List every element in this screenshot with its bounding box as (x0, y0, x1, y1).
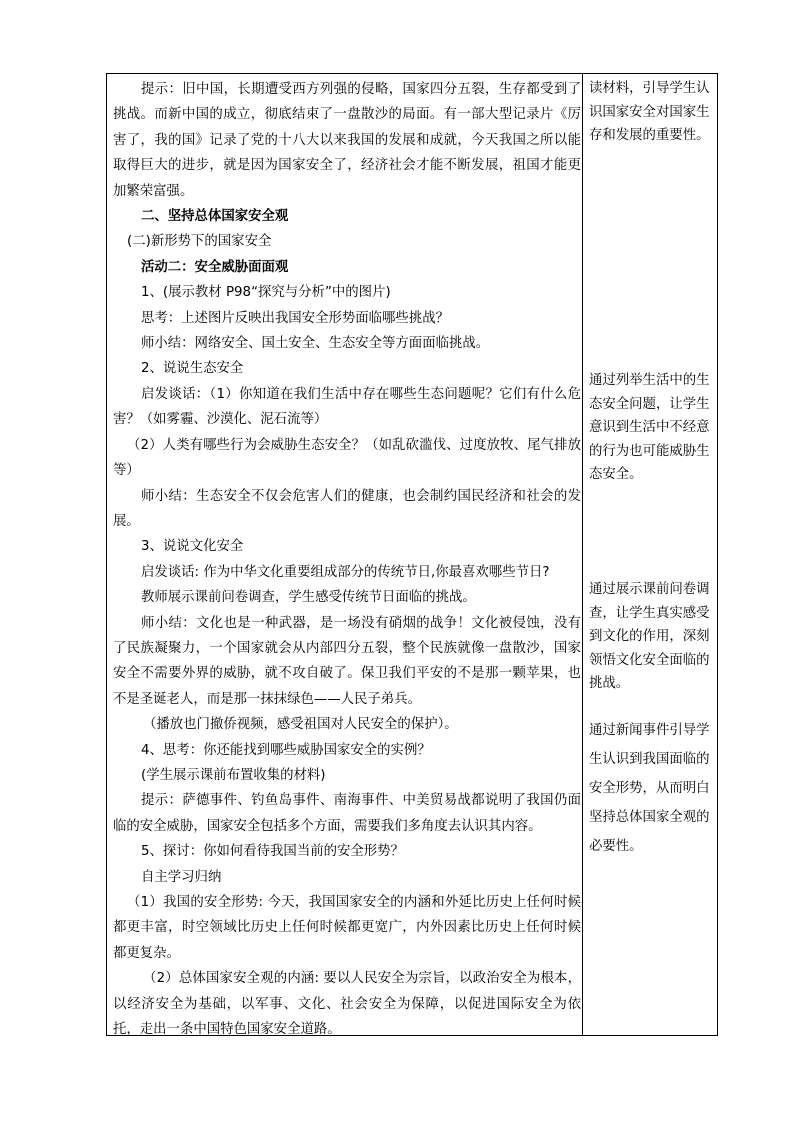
summary-point-2: （2）总体国家安全观的内涵: 要以人民安全为宗旨，以政治安全为根本，以经济安全为基础，以军事、文化、社会安全为保障，以促进国际安全为依托，走出一条中国特色国家安全道路。 (113, 971, 581, 1038)
section-heading: 二、坚持总体国家安全观 (141, 209, 289, 225)
student-materials: (学生展示课前布置收集的材料) (141, 767, 326, 783)
column-divider (582, 73, 583, 1036)
self-study-summary: 自主学习归纳 (141, 869, 222, 885)
subsection-heading: (二)新形势下的国家安全 (127, 234, 272, 250)
hint-events: 提示：萨德事件、钓鱼岛事件、南海事件、中美贸易战都说明了我国仍面临的安全威胁，国家安全包括多个方面，需要我们多角度去认识其内容。 (113, 793, 581, 834)
think-question: 思考：上述图片反映出我国安全形势面临哪些挑战？ (141, 310, 449, 326)
culture-talk: 启发谈话: 作为中华文化重要组成部分的传统节日,你最喜欢哪些节日? (141, 564, 550, 580)
paragraph-hint-old-china: 提示：旧中国，长期遭受西方列强的侵略，国家四分五裂，生存都受到了挑战。而新中国的成立，彻底结束了一盘散沙的局面。有一部大型记录片《厉害了，我的国》记录了党的十八大以来我国的发展和成就，今天我国之所以能取得巨大的进步，就是因为国家安全了，经济社会才能不断发展，祖国才能更加繁荣富强。 (113, 82, 581, 199)
activity-heading: 活动二：安全威胁面面观 (141, 259, 289, 275)
step-1: 1、(展示教材 P98“探究与分析”中的图片) (141, 285, 391, 301)
teacher-survey: 教师展示课前问卷调查，学生感受传统节日面临的挑战。 (141, 590, 476, 606)
step-3: 3、说说文化安全 (141, 539, 244, 555)
teacher-summary-2: 师小结：生态安全不仅会危害人们的健康，也会制约国民经济和社会的发展。 (113, 488, 581, 529)
video-note: （播放也门撤侨视频，感受祖国对人民安全的保护）。 (143, 717, 458, 733)
intent-note-4: 通过新闻事件引导学生认识到我国面临的安全形势，从而明白坚持总体国家全观的必要性。 (589, 723, 710, 854)
eco-talk-2: （2）人类有哪些行为会威胁生态安全？（如乱砍滥伐、过度放牧、尾气排放等） (113, 437, 581, 479)
teacher-summary-1: 师小结：网络安全、国土安全、生态安全等方面面临挑战。 (141, 336, 490, 352)
intent-note-3: 通过展示课前问卷调查，让学生真实感受到文化的作用，深刻领悟文化安全面临的挑战。 (589, 582, 710, 691)
step-4: 4、思考：你还能找到哪些威胁国家安全的实例？ (141, 742, 431, 758)
step-5: 5、探讨：你如何看待我国当前的安全形势？ (141, 844, 404, 860)
step-2: 2、说说生态安全 (141, 361, 244, 377)
lesson-content-column (113, 77, 581, 1042)
intent-note-1: 读材料，引导学生认识国家安全对国家生存和发展的重要性。 (589, 81, 710, 143)
eco-talk-1: 启发谈话：（1）你知道在我们生活中存在哪些生态问题呢？它们有什么危害？（如雾霾、沙漠化、泥石流等） (113, 386, 581, 428)
teacher-summary-3: 师小结：文化也是一种武器，是一场没有硝烟的战争！文化被侵蚀，没有了民族凝聚力，一个国家就会从内部四分五裂，整个民族就像一盘散沙，国家安全不需要外界的威胁，就不攻自破了。保卫我们平安的不是那一颗苹果，也不是圣诞老人，而是那一抹抹绿色——人民子弟兵。 (113, 615, 581, 707)
summary-point-1: （1）我国的安全形势: 今天，我国国家安全的内涵和外延比历史上任何时候都更丰富，时空领域比历史上任何时候都更宽广，内外因素比历史上任何时候都更复杂。 (113, 895, 581, 961)
intent-note-2: 通过列举生活中的生态安全问题，让学生意识到生活中不经意的行为也可能威胁生态安全。 (589, 373, 710, 482)
